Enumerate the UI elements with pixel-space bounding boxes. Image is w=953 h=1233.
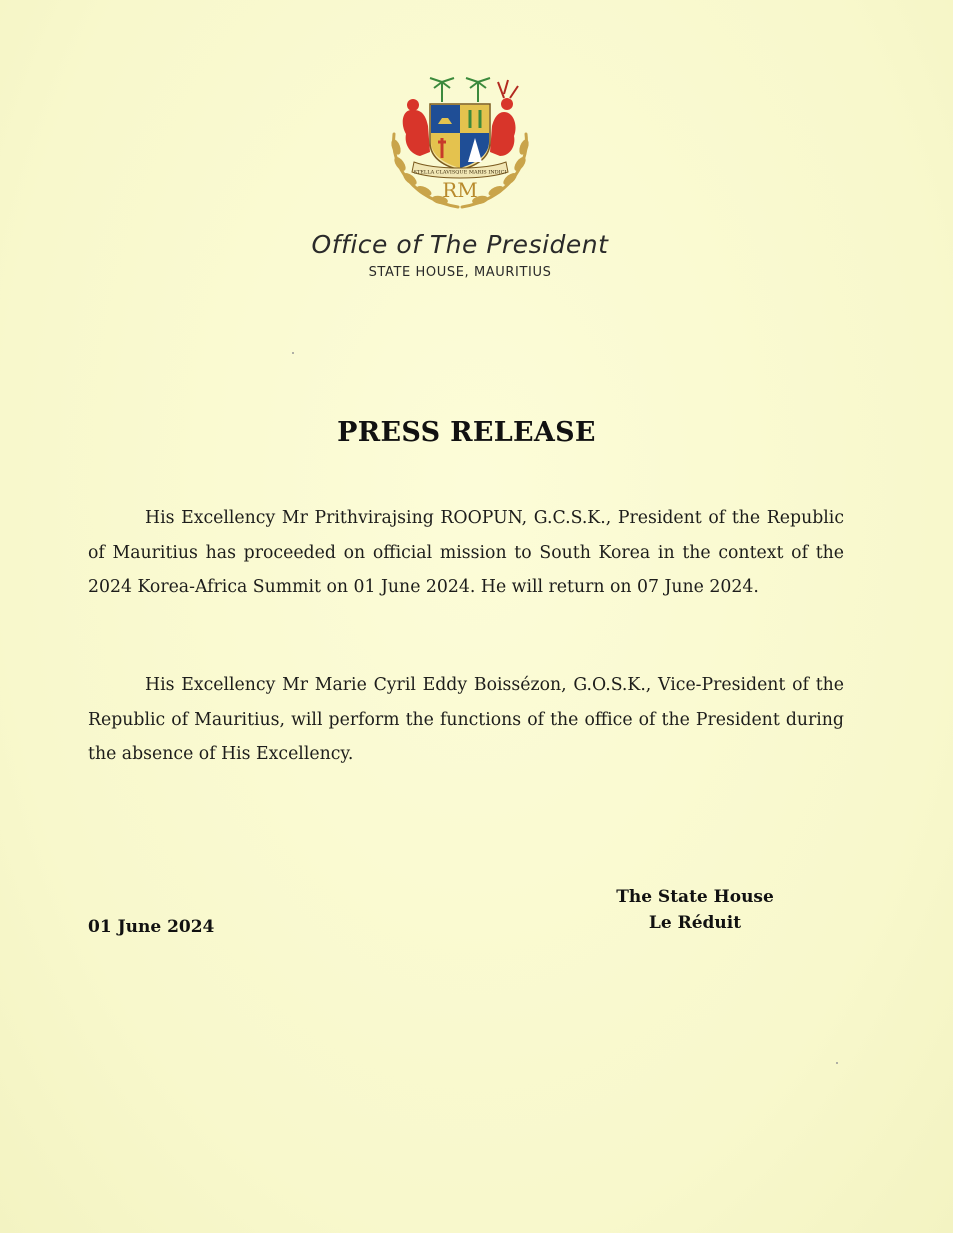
office-title: Office of The President [311, 230, 609, 259]
paragraph-text: His Excellency Mr Prithvirajsing ROOPUN, G.C.S.K., President of the Republic of Mauritius has proceeded on official mission to South Korea in the context of the 2024 Korea-Africa Summit on 01 June 2024. He will return on 07 June 2024. [88, 508, 844, 597]
issuing-place [600, 884, 790, 936]
body-paragraph-2 [88, 668, 844, 772]
office-subtitle: STATE HOUSE, MAURITIUS [368, 265, 552, 280]
emblem-initials: RM [442, 178, 478, 202]
paper-speck [292, 352, 294, 354]
body-paragraph-1 [88, 501, 844, 605]
place-line-1: The State House [616, 887, 774, 907]
coat-of-arms-emblem [380, 72, 540, 217]
place-line-2: Le Réduit [648, 913, 742, 933]
paper-speck [836, 1062, 838, 1064]
paragraph-text: His Excellency Mr Marie Cyril Eddy Boissézon, G.O.S.K., Vice-President of the Republic of Mauritius, will perform the functions of the office of the President during the absence of His Excellency. [88, 675, 844, 764]
release-date: 01 June 2024 [88, 917, 215, 937]
document-title: PRESS RELEASE [337, 417, 596, 448]
emblem-motto: STELLA CLAVISQUE MARIS INDICI [413, 169, 507, 176]
